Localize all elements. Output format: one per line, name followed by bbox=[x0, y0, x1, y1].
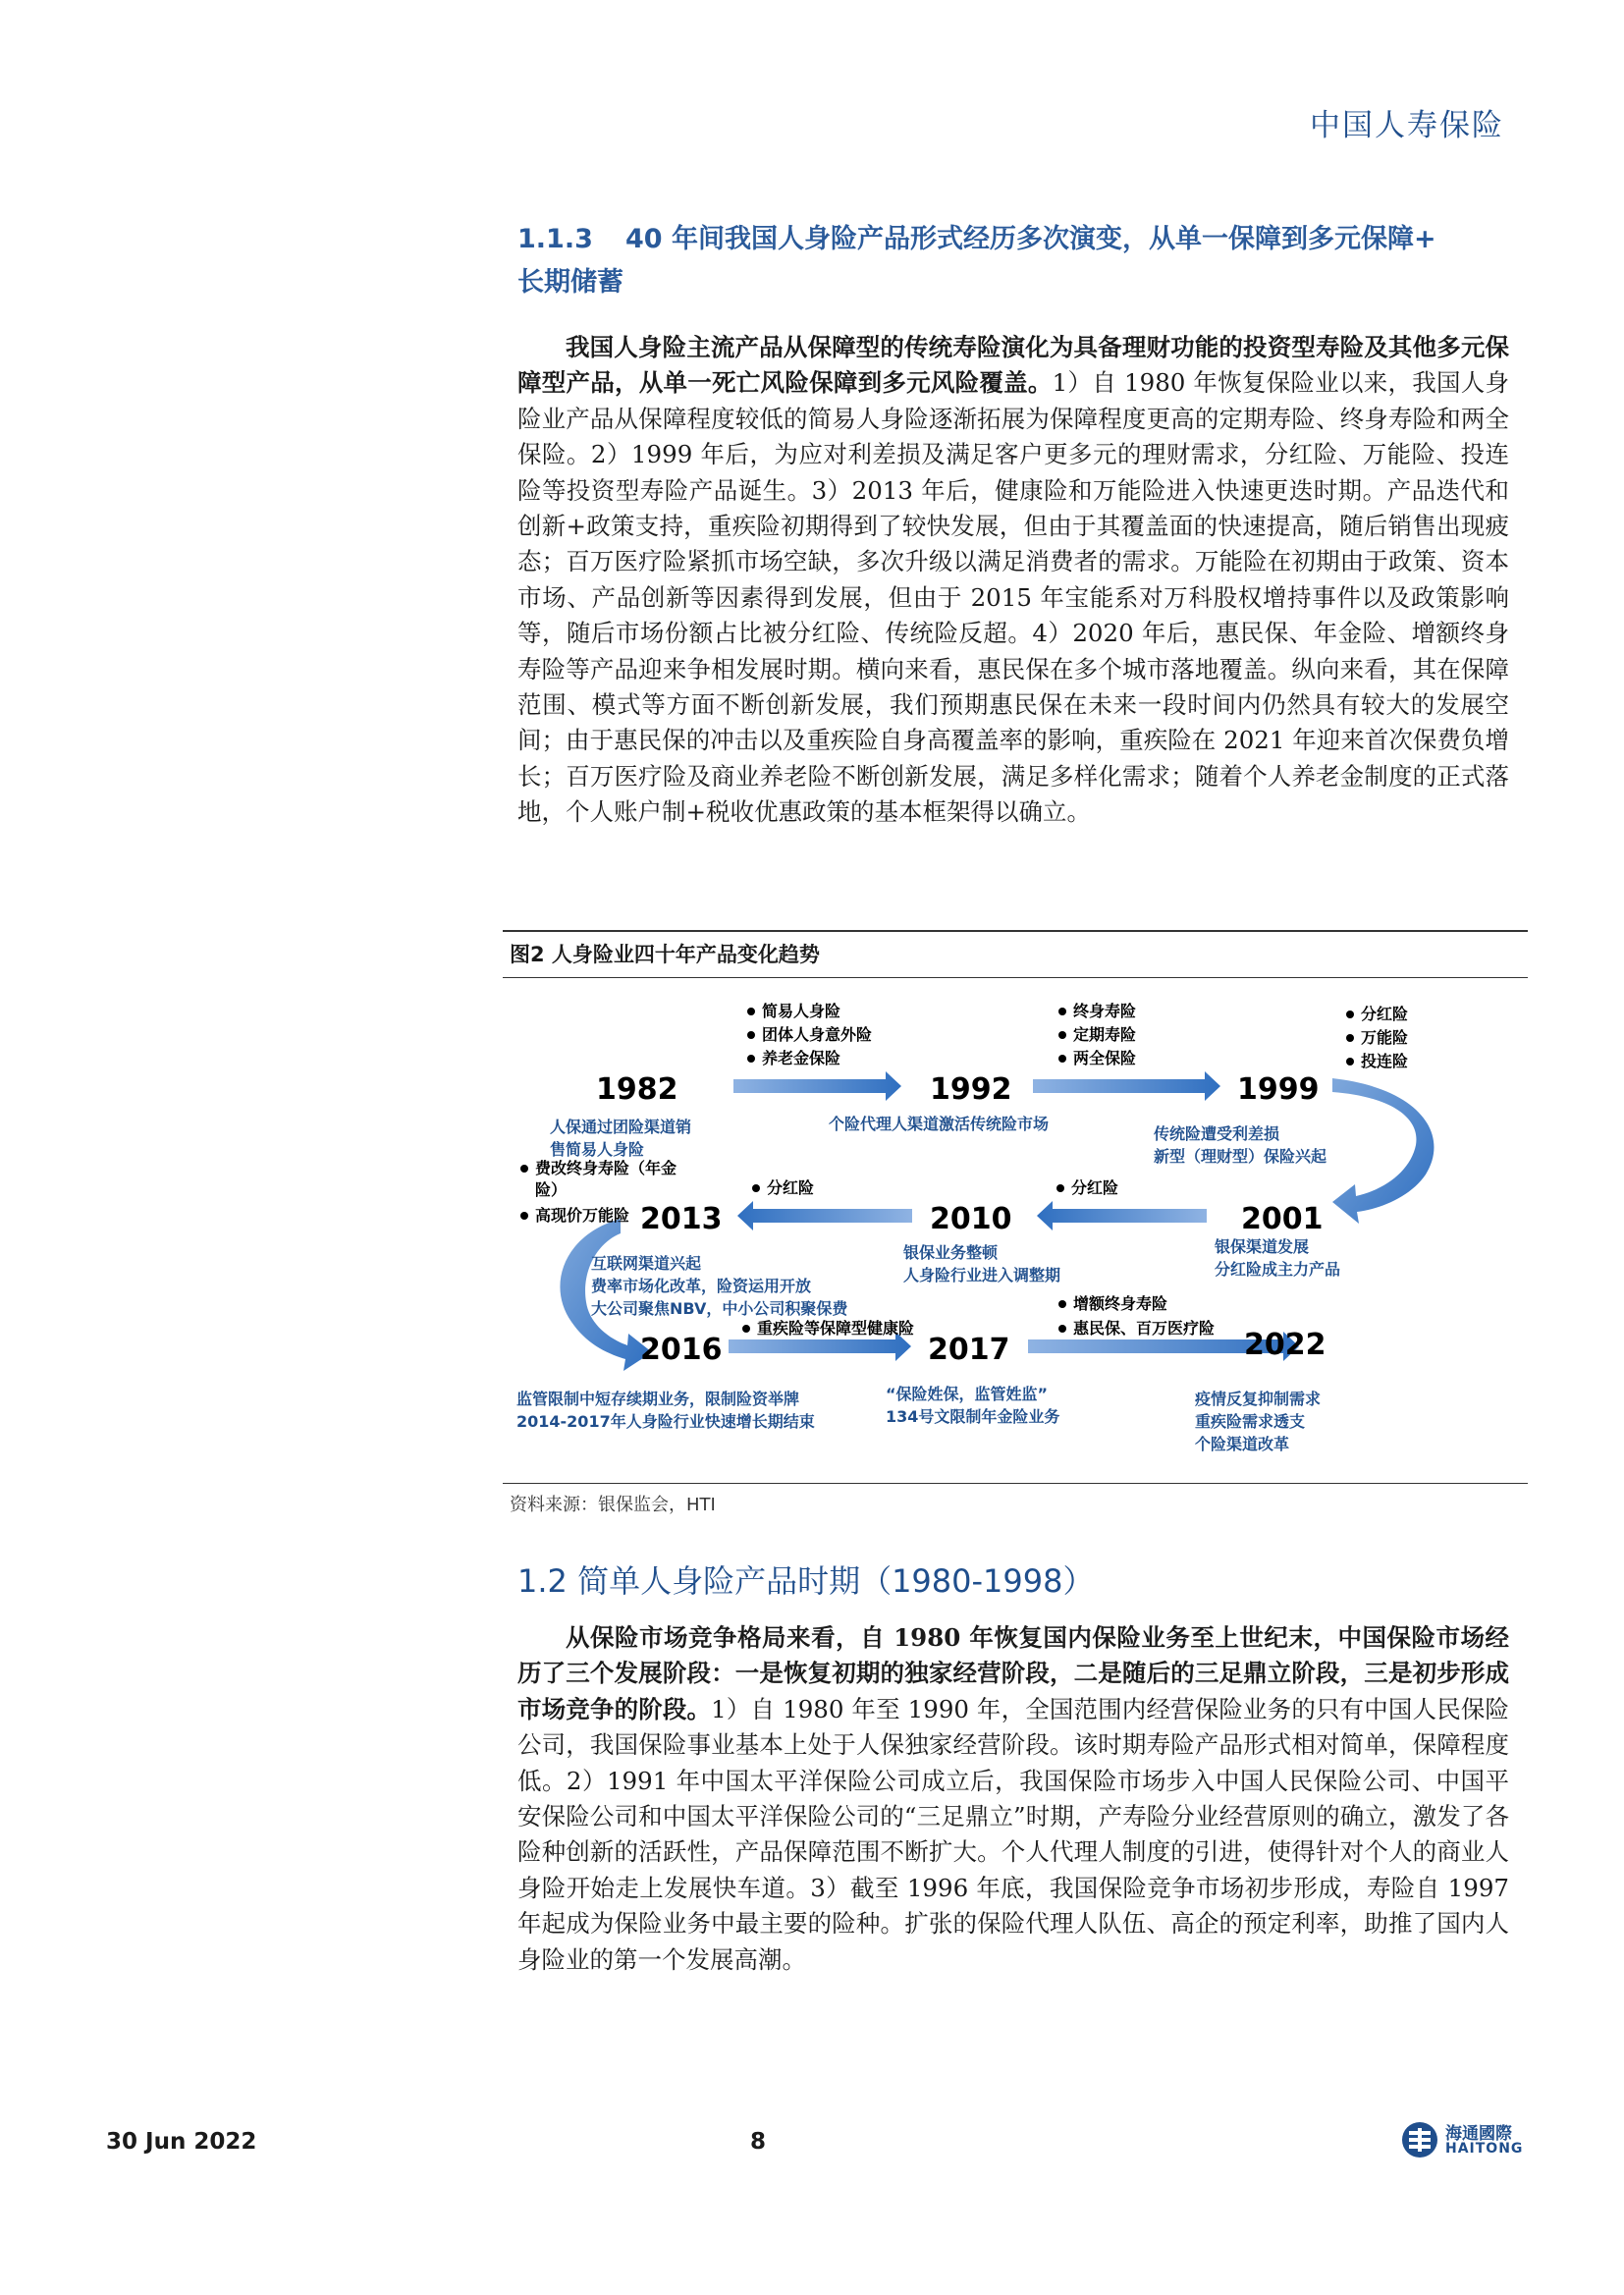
bullet-item: 养老金保险 bbox=[762, 1049, 841, 1067]
bullet-item: 分红险 bbox=[1361, 1005, 1409, 1023]
bullets-2017-2022 bbox=[1058, 1294, 1215, 1338]
bullet-item: 团体人身意外险 bbox=[762, 1025, 873, 1044]
year-2013: 2013 bbox=[640, 1202, 723, 1236]
paragraph-body: 1）自 1980 年至 1990 年，全国范围内经营保险业务的只有中国人民保险公司，我国保险事业基本上处于人保独家经营阶段。该时期寿险产品形式相对简单，保障程度低。2）1991 年中国太平洋保险公司成立后，我国保险市场步入中国人民保险公司、中国平安保险公司和中国太平洋保险公司的“三足鼎立”时期，产寿险分业经营原则的确立，激发了各险种创新的活跃性，产品保障范围不断扩大。个人代理人制度的引进，使得针对个人的商业人身险开始走上发展快车道。3）截至 1996 年底，我国保险竞争市场初步形成，寿险自 1997 年起成为保险业务中最主要的险种。扩张的保险代理人队伍、高企的预定利率，助推了国内人身险业的第一个发展高潮。 bbox=[517, 1694, 1510, 1974]
note-1999 bbox=[1153, 1124, 1326, 1166]
note-line: 人保通过团险渠道销 bbox=[550, 1118, 692, 1136]
figure-top-rule bbox=[503, 930, 1528, 932]
note-2010 bbox=[903, 1243, 1060, 1284]
bullet-item: 分红险 bbox=[1071, 1178, 1119, 1197]
bullet-item: 高现价万能险 bbox=[535, 1206, 630, 1225]
bullet-item: 重疾险等保障型健康险 bbox=[757, 1319, 915, 1338]
year-2001: 2001 bbox=[1241, 1202, 1324, 1236]
bullet-item-cont: 险） bbox=[535, 1180, 568, 1199]
paragraph-lead-bold: 从保险市场竞争格局来看，自 1980 年恢复国内保险业务至上世纪末，中国保险市场经历了三个发展阶段：一是恢复初期的独家经营阶段，二是随后的三足鼎立阶段，三是初步形成市场竞争的阶段。 bbox=[517, 1623, 1509, 1723]
note-line: 人身险行业进入调整期 bbox=[903, 1266, 1061, 1284]
bullets-2010-2013 bbox=[752, 1178, 814, 1197]
note-1992 bbox=[829, 1115, 1049, 1133]
note-line: 监管限制中短存续期业务，限制险资举牌 bbox=[516, 1390, 800, 1408]
note-line: 重疾险需求透支 bbox=[1195, 1412, 1306, 1431]
bullet-item: 惠民保、百万医疗险 bbox=[1073, 1319, 1216, 1338]
paragraph-market-structure bbox=[517, 1620, 1509, 1978]
figure-source: 资料来源：银保监会，HTI bbox=[510, 1495, 716, 1515]
paragraph-body: 1）自 1980 年恢复保险业以来，我国人身险业产品从保障程度较低的简易人身险逐渐拓展为保障程度更高的定期寿险、终身寿险和两全保险。2）1999 年后，为应对利差损及满足客户更多元的理财需求，分红险、万能险、投连险等投资型寿险产品诞生。3）2013 年后，健康险和万能险进入快速更迭时期。产品迭代和创新+政策支持，重疾险初期得到了较快发展，但由于其覆盖面的快速提高，随后销售出现疲态；百万医疗险紧抓市场空缺，多次升级以满足消费者的需求。万能险在初期由于政策、资本市场、产品创新等因素得到发展，但由于 2015 年宝能系对万科股权增持事件以及政策影响等，随后市场份额占比被分红险、传统险反超。4）2020 年后，惠民保、年金险、增额终身寿险等产品迎来争相发展时期。横向来看，惠民保在多个城市落地覆盖。纵向来看，其在保障范围、模式等方面不断创新发展，我们预期惠民保在未来一段时间内仍然具有较大的发展空间；由于惠民保的冲击以及重疾险自身高覆盖率的影响，重疾险在 2021 年迎来首次保费负增长；百万医疗险及商业养老险不断创新发展，满足多样化需求；随着个人养老金制度的正式落地，个人账户制+税收优惠政策的基本框架得以确立。 bbox=[517, 368, 1510, 827]
year-2016: 2016 bbox=[640, 1333, 723, 1367]
logo-text-cn: 海通國際 bbox=[1445, 2124, 1512, 2144]
note-line: 售简易人身险 bbox=[550, 1140, 645, 1159]
footer-page-number: 8 bbox=[750, 2129, 767, 2155]
note-line: 个险渠道改革 bbox=[1195, 1435, 1290, 1453]
arrow-1982-1992 bbox=[733, 1071, 901, 1101]
figure-caption: 图2 人身险业四十年产品变化趋势 bbox=[510, 943, 820, 966]
bullet-item: 投连险 bbox=[1361, 1052, 1409, 1070]
note-line: 新型（理财型）保险兴起 bbox=[1154, 1147, 1327, 1166]
year-2010: 2010 bbox=[930, 1202, 1012, 1236]
note-line: 分红险成主力产品 bbox=[1215, 1260, 1341, 1279]
note-line: 银保渠道发展 bbox=[1215, 1237, 1310, 1256]
bullet-item: 费改终身寿险（年金 bbox=[535, 1159, 677, 1177]
footer-date: 30 Jun 2022 bbox=[106, 2129, 257, 2155]
note-line: “保险姓保，监管姓监” bbox=[886, 1385, 1049, 1403]
bullet-item: 分红险 bbox=[767, 1178, 815, 1197]
bullet-item: 简易人身险 bbox=[762, 1002, 841, 1020]
note-2017 bbox=[886, 1385, 1059, 1426]
year-1992: 1992 bbox=[930, 1072, 1012, 1107]
section-number: 1.1.3 bbox=[517, 224, 593, 254]
header-company-name: 中国人寿保险 bbox=[1310, 108, 1504, 143]
note-2013 bbox=[591, 1254, 848, 1319]
note-line: 银保业务整顿 bbox=[903, 1243, 999, 1262]
bullet-item: 终身寿险 bbox=[1073, 1002, 1137, 1020]
curve-arrow-1999-2001 bbox=[1332, 1078, 1434, 1224]
year-1982: 1982 bbox=[596, 1072, 678, 1107]
note-line: 疫情反复抑制需求 bbox=[1195, 1390, 1322, 1408]
bullet-item: 两全保险 bbox=[1073, 1049, 1137, 1067]
bullets-2016-2017 bbox=[742, 1319, 914, 1338]
bullets-1992-1999 bbox=[1058, 1002, 1136, 1067]
bullets-2001-2010 bbox=[1056, 1178, 1118, 1197]
year-2017: 2017 bbox=[928, 1333, 1010, 1367]
section-title-line1: 40 年间我国人身险产品形式经历多次演变，从单一保障到多元保障+ bbox=[625, 224, 1436, 254]
note-line: 2014-2017年人身险行业快速增长期结束 bbox=[516, 1412, 815, 1431]
bullet-item: 定期寿险 bbox=[1073, 1025, 1137, 1044]
note-line: 大公司聚焦NBV，中小公司积聚保费 bbox=[591, 1299, 848, 1318]
note-1982 bbox=[550, 1118, 691, 1159]
logo-text-en: HAITONG bbox=[1445, 2141, 1524, 2157]
bullets-1999 bbox=[1346, 1005, 1408, 1070]
section-heading-1-1-3 bbox=[517, 218, 1509, 304]
paragraph-product-evolution bbox=[517, 330, 1509, 831]
haitong-logo-icon bbox=[1400, 2120, 1439, 2159]
figure-bottom-rule bbox=[503, 1483, 1528, 1484]
timeline-diagram bbox=[503, 978, 1528, 1483]
year-2022: 2022 bbox=[1244, 1328, 1326, 1362]
note-2016 bbox=[516, 1390, 815, 1431]
note-line: 传统险遭受利差损 bbox=[1154, 1124, 1280, 1143]
bullets-1982-1992 bbox=[747, 1002, 872, 1067]
bullet-item: 万能险 bbox=[1361, 1028, 1409, 1047]
arrow-2001-2010 bbox=[1037, 1201, 1207, 1230]
haitong-logo bbox=[1400, 2117, 1528, 2162]
section-heading-1-2: 1.2 简单人身险产品时期（1980-1998） bbox=[517, 1562, 1095, 1600]
note-line: 费率市场化改革，险资运用开放 bbox=[591, 1277, 812, 1295]
paragraph-lead-bold: 我国人身险主流产品从保障型的传统寿险演化为具备理财功能的投资型寿险及其他多元保障型产品，从单一死亡风险保障到多元风险覆盖。 bbox=[517, 333, 1509, 398]
arrow-1992-1999 bbox=[1033, 1071, 1220, 1101]
note-line: 134号文限制年金险业务 bbox=[886, 1407, 1060, 1426]
note-line: 互联网渠道兴起 bbox=[591, 1254, 702, 1273]
arrow-2010-2013 bbox=[737, 1201, 912, 1230]
year-1999: 1999 bbox=[1237, 1072, 1320, 1107]
note-2022 bbox=[1194, 1390, 1321, 1453]
note-line: 个险代理人渠道激活传统险市场 bbox=[829, 1115, 1050, 1133]
bullet-item: 增额终身寿险 bbox=[1073, 1294, 1168, 1313]
note-2001 bbox=[1215, 1237, 1340, 1279]
section-title-line2: 长期储蓄 bbox=[517, 267, 623, 298]
